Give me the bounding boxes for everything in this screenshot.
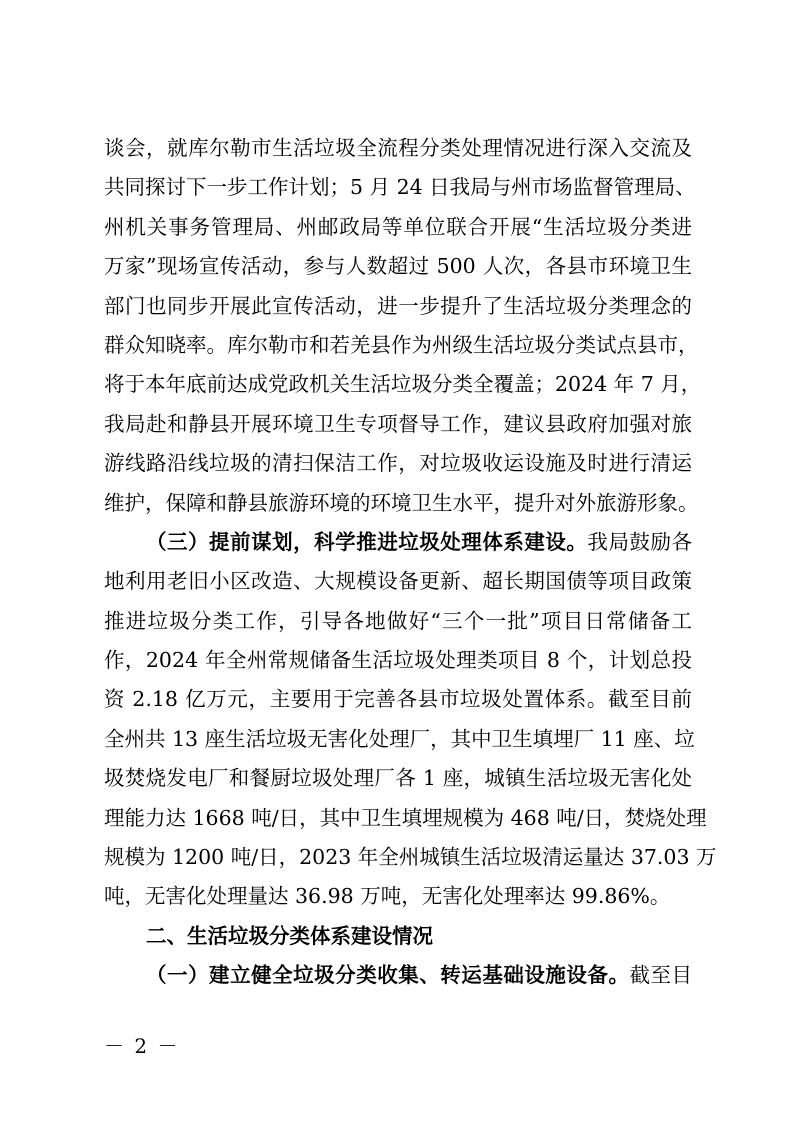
text-line: 圾焚烧发电厂和餐厨垃圾处理厂各 1 座，城镇生活垃圾无害化处 [104,766,692,791]
text-line: 万家”现场宣传活动，参与人数超过 500 人次，各县市环境卫生 [104,254,692,279]
text-line: 游线路沿线垃圾的清扫保洁工作，对垃圾收运设施及时进行清运 [104,451,692,476]
section-heading: （三）提前谋划，科学推进垃圾处理体系建设。 [146,529,588,554]
section-heading-rest: 截至目 [629,963,693,988]
text-line: 资 2.18 亿万元，主要用于完善各县市垃圾处置体系。截至目前 [104,687,692,712]
text-line: 作，2024 年全州常规储备生活垃圾处理类项目 8 个，计划总投 [104,648,692,673]
text-line: 州机关事务管理局、州邮政局等单位联合开展“生活垃圾分类进 [104,214,692,239]
text-line: 地利用老旧小区改造、大规模设备更新、超长期国债等项目政策 [104,569,692,594]
text-line: 维护，保障和静县旅游环境的环境卫生水平，提升对外旅游形象。 [104,490,699,515]
text-line: 部门也同步开展此宣传活动，进一步提升了生活垃圾分类理念的 [104,293,692,318]
text-line: 我局赴和静县开展环境卫生专项督导工作，建议县政府加强对旅 [104,411,692,436]
text-line: 推进垃圾分类工作，引导各地做好“三个一批”项目日常储备工 [104,608,692,633]
section-heading-rest: 我局鼓励各 [587,529,693,554]
text-line: 吨，无害化处理量达 36.98 万吨，无害化处理率达 99.86%。 [104,884,671,909]
section-heading-line [104,523,692,562]
document-body [104,129,717,996]
text-line: 将于本年底前达成党政机关生活垃圾分类全覆盖；2024 年 7 月， [104,372,702,397]
text-line: 理能力达 1668 吨/日，其中卫生填埋规模为 468 吨/日，焚烧处理 [104,805,707,830]
text-line: 谈会，就库尔勒市生活垃圾全流程分类处理情况进行深入交流及 [104,136,692,160]
text-line: 群众知晓率。库尔勒市和若羌县作为州级生活垃圾分类试点县市， [104,332,699,357]
text-line: 规模为 1200 吨/日，2023 年全州城镇生活垃圾清运量达 37.03 万 [104,845,717,870]
chapter-heading: 二、生活垃圾分类体系建设情况 [146,923,433,948]
section-heading-line [104,956,692,995]
page-number: － 2 － [104,1034,180,1058]
section-heading: （一）建立健全垃圾分类收集、转运基础设施设备。 [146,963,630,988]
text-line: 共同探讨下一步工作计划；5 月 24 日我局与州市场监督管理局、 [104,175,696,200]
text-line: 全州共 13 座生活垃圾无害化处理厂，其中卫生填埋厂 11 座、垃 [104,726,695,751]
